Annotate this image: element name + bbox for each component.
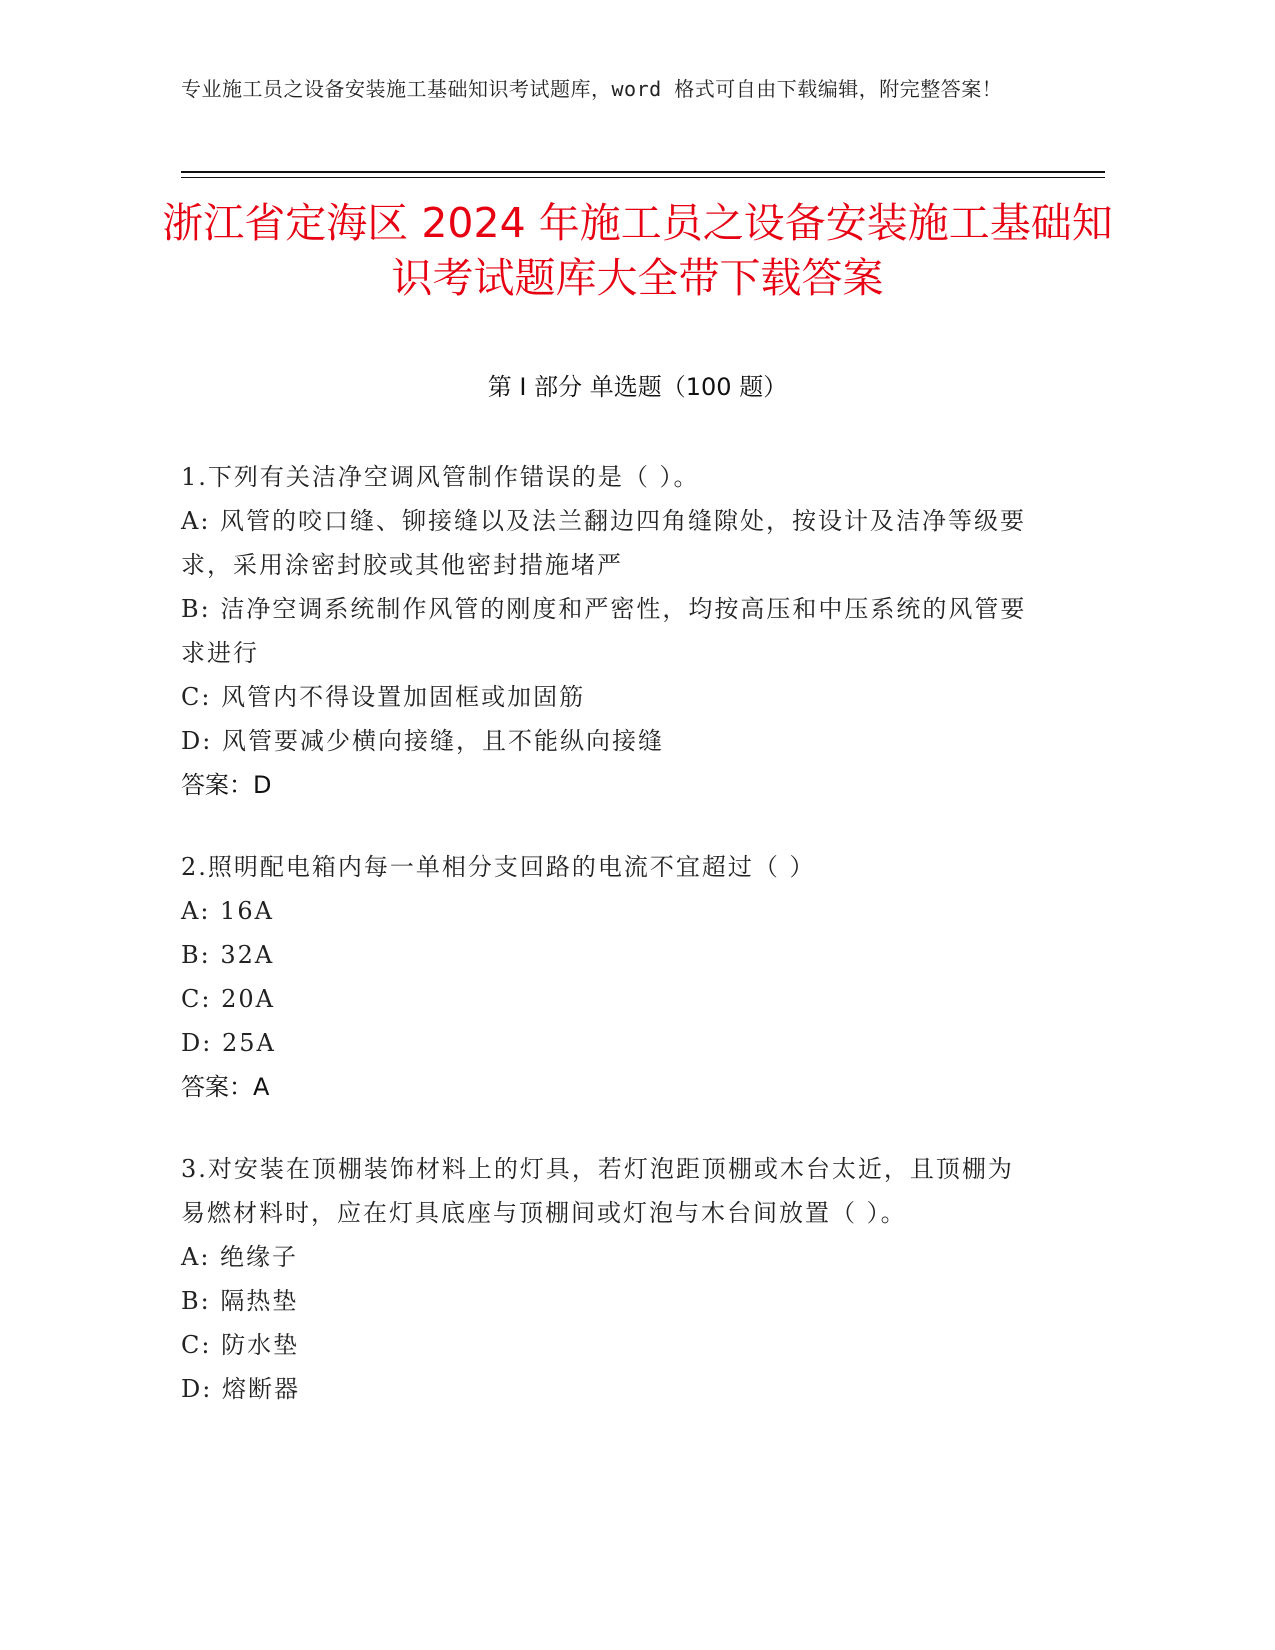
option-a: A: 16A: [181, 897, 274, 925]
header-divider-thick: [181, 171, 1105, 173]
header-note: 专业施工员之设备安装施工基础知识考试题库，word 格式可自由下载编辑，附完整答案！: [181, 77, 1003, 101]
section-title: 第 I 部分 单选题（100 题）: [487, 373, 788, 401]
option-d: D: 25A: [181, 1029, 276, 1057]
question-stem: 2.照明配电箱内每一单相分支回路的电流不宜超过（ ）: [181, 853, 816, 881]
option-b: B: 洁净空调系统制作风管的刚度和严密性，均按高压和中压系统的风管要求进行: [181, 595, 1027, 667]
option-c: C: 20A: [181, 985, 275, 1013]
question-1: [181, 455, 1036, 807]
document-title: 浙江省定海区 2024 年施工员之设备安装施工基础知识考试题库大全带下载答案: [162, 199, 1113, 302]
question-list: [181, 455, 1036, 1449]
option-d: D: 熔断器: [181, 1375, 300, 1403]
option-b: B: 隔热垫: [181, 1287, 299, 1315]
header-divider-thin: [181, 177, 1105, 178]
option-c: C: 风管内不得设置加固框或加固筋: [181, 683, 586, 711]
question-stem: 1.下列有关洁净空调风管制作错误的是（ ）。: [181, 463, 700, 491]
option-a: A: 风管的咬口缝、铆接缝以及法兰翻边四角缝隙处，按设计及洁净等级要求，采用涂密封胶或其他密封措施堵严: [181, 507, 1027, 579]
option-d: D: 风管要减少横向接缝，且不能纵向接缝: [181, 727, 664, 755]
option-c: C: 防水垫: [181, 1331, 300, 1359]
question-3: [181, 1147, 1036, 1411]
question-2: [181, 845, 1036, 1109]
answer-label: 答案：A: [181, 1073, 270, 1101]
option-b: B: 32A: [181, 941, 275, 969]
option-a: A: 绝缘子: [181, 1243, 299, 1271]
answer-label: 答案：D: [181, 771, 272, 799]
question-stem: 3.对安装在顶棚装饰材料上的灯具，若灯泡距顶棚或木台太近，且顶棚为易燃材料时，应在灯具底座与顶棚间或灯泡与木台间放置（ ）。: [181, 1155, 1014, 1227]
